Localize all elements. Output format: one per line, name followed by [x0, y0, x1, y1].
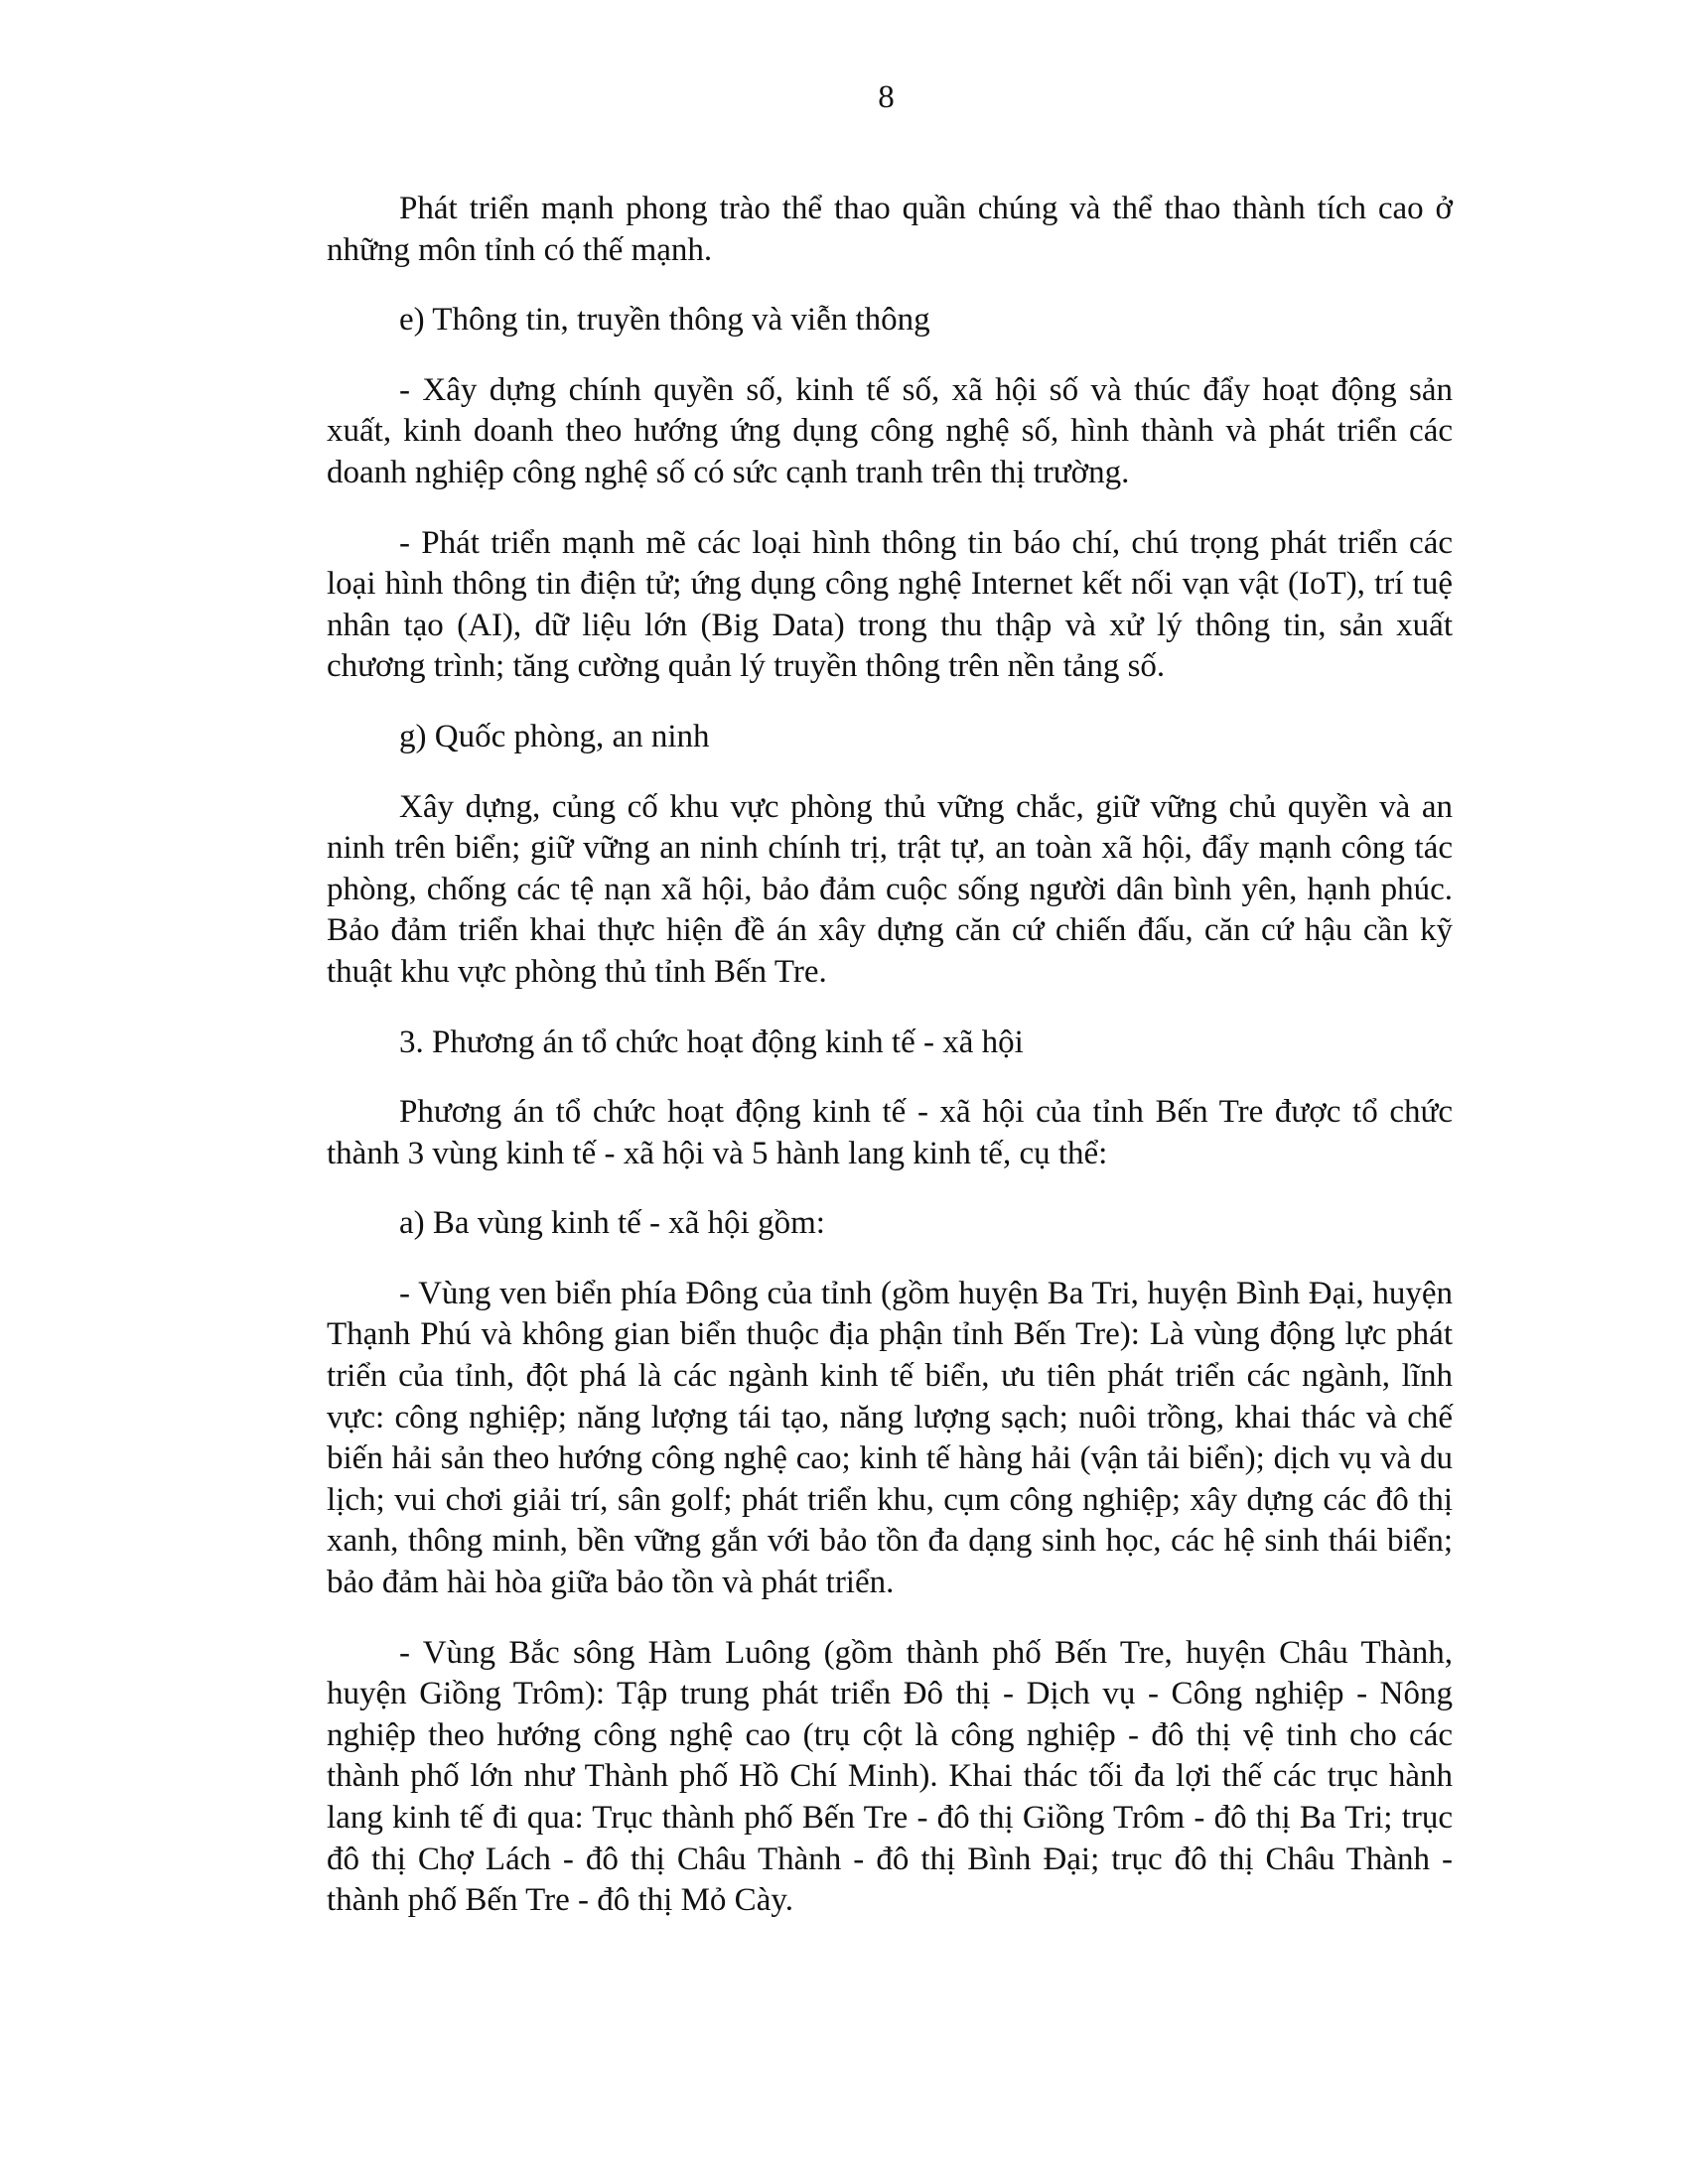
heading-information-communication: e) Thông tin, truyền thông và viễn thông [399, 302, 930, 339]
paragraph-sports: Phát triển mạnh phong trào thể thao quần chúng và thể thao thành tích cao ở những môn tỉnh có thế mạnh. [327, 191, 1453, 268]
paragraph-eastern-coastal-region: - Vùng ven biển phía Đông của tỉnh (gồm huyện Ba Tri, huyện Bình Đại, huyện Thạnh Phú và không gian biển thuộc địa phận tỉnh Bến Tre): Là vùng động lực phát triển của tỉnh, đột phá là các ngành kinh tế biển, ưu tiên phát triển các ngành, lĩnh vực: công nghiệp; năng lượng tái tạo, năng lượng sạch; nuôi trồng, khai thác và chế biến hải sản theo hướng công nghệ cao; kinh tế hàng hải (vận tải biển); dịch vụ và du lịch; vui chơi giải trí, sân golf; phát triển khu, cụm công nghiệp; xây dựng các đô thị xanh, thông minh, bền vững gắn với bảo tồn đa dạng sinh học, các hệ sinh thái biển; bảo đảm hài hòa giữa bảo tồn và phát triển. [327, 1275, 1453, 1601]
document-body [327, 189, 1453, 1951]
paragraph-digital-government: - Xây dựng chính quyền số, kinh tế số, xã hội số và thúc đẩy hoạt động sản xuất, kinh doanh theo hướng ứng dụng công nghệ số, hình thành và phát triển các doanh nghiệp công nghệ số có sức cạnh tranh trên thị trường. [327, 371, 1453, 490]
heading-three-regions: a) Ba vùng kinh tế - xã hội gồm: [399, 1205, 825, 1242]
page-number: 8 [878, 79, 895, 115]
paragraph-media-development: - Phát triển mạnh mẽ các loại hình thông tin báo chí, chú trọng phát triển các loại hình thông tin điện tử; ứng dụng công nghệ Internet kết nối vạn vật (IoT), trí tuệ nhân tạo (AI), dữ liệu lớn (Big Data) trong thu thập và xử lý thông tin, sản xuất chương trình; tăng cường quản lý truyền thông trên nền tảng số. [327, 524, 1453, 685]
paragraph-defense-zone: Xây dựng, củng cố khu vực phòng thủ vững chắc, giữ vững chủ quyền và an ninh trên biển; giữ vững an ninh chính trị, trật tự, an toàn xã hội, đẩy mạnh công tác phòng, chống các tệ nạn xã hội, bảo đảm cuộc sống người dân bình yên, hạnh phúc. Bảo đảm triển khai thực hiện đề án xây dựng căn cứ chiến đấu, căn cứ hậu cần kỹ thuật khu vực phòng thủ tỉnh Bến Tre. [327, 788, 1453, 990]
heading-defense-security: g) Quốc phòng, an ninh [399, 718, 710, 754]
paragraph-north-ham-luong-region: - Vùng Bắc sông Hàm Luông (gồm thành phố Bến Tre, huyện Châu Thành, huyện Giồng Trôm): Tập trung phát triển Đô thị - Dịch vụ - Công nghiệp - Nông nghiệp theo hướng công nghệ cao (trụ cột là công nghiệp - đô thị vệ tinh cho các thành phố lớn như Thành phố Hồ Chí Minh). Khai thác tối đa lợi thế các trục hành lang kinh tế đi qua: Trục thành phố Bến Tre - đô thị Giồng Trôm - đô thị Ba Tri; trục đô thị Chợ Lách - đô thị Châu Thành - đô thị Bình Đại; trục đô thị Châu Thành - thành phố Bến Tre - đô thị Mỏ Cày. [327, 1634, 1453, 1919]
paragraph-economic-regions-overview: Phương án tổ chức hoạt động kinh tế - xã hội của tỉnh Bến Tre được tổ chức thành 3 vùng kinh tế - xã hội và 5 hành lang kinh tế, cụ thể: [327, 1094, 1453, 1171]
heading-economic-organization: 3. Phương án tổ chức hoạt động kinh tế - xã hội [399, 1024, 1024, 1060]
